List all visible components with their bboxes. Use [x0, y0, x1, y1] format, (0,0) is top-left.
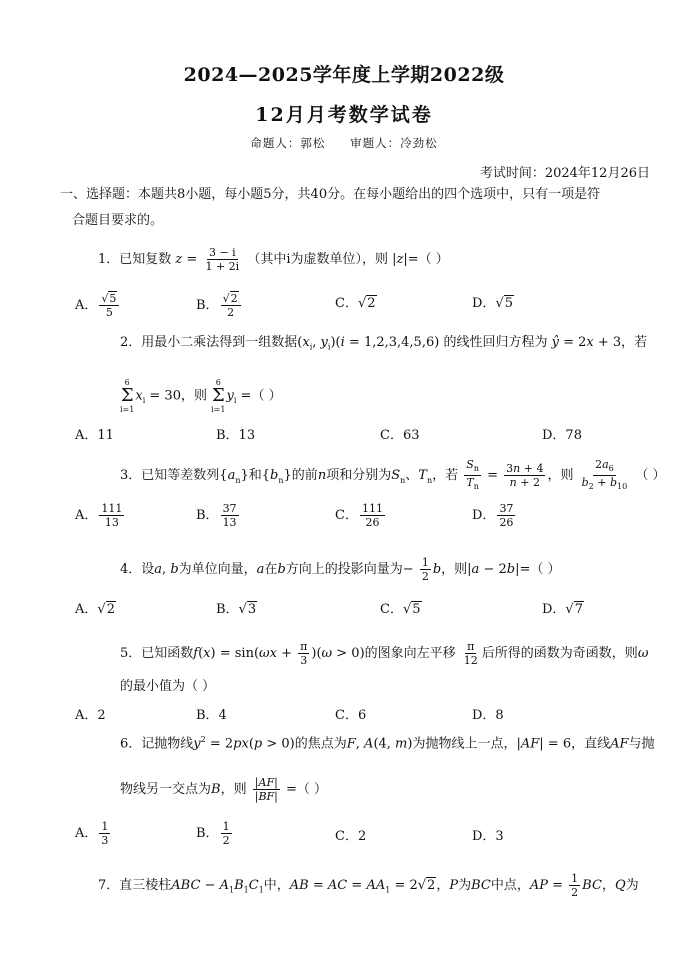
q3-option-b: B． $\frac{37}{13}$	[196, 502, 237, 529]
q4-option-d: D．√7	[542, 602, 583, 617]
setter: 命题人：郭松	[250, 136, 326, 150]
question-7: 7．直三棱柱ABC − $A_1B_1C_1$中，AB = AC = $AA_1 = 2√2$，P为BC中点，AP = $\frac{1}{2}$ BC，Q为	[98, 872, 639, 899]
q5-option-d: D．8	[472, 708, 504, 723]
q1-fraction: $\frac{3 - i}{1 + 2i}$	[205, 246, 240, 273]
q2-option-c: C．63	[380, 428, 420, 443]
q6-option-a: A． $\frac{1}{3}$	[75, 820, 109, 847]
section-1-intro	[60, 182, 655, 234]
exam-time: 考试时间：2024年12月26日	[479, 166, 650, 181]
question-6: 6．记抛物线$y^2 = 2px(p > 0)$的焦点为F, A(4, m)为抛物线上一点，|AF| = 6，直线AF与抛	[120, 735, 655, 752]
question-4: 4．设a, b为单位向量，a在b方向上的投影向量为− $\frac{1}{2}$ b，则|a − 2b|=（ ）	[120, 556, 561, 583]
question-5-line-2: 的最小值为（ ）	[120, 679, 216, 694]
q5-option-c: C．6	[335, 708, 367, 723]
q6-option-c: C．2	[335, 829, 367, 844]
q2-option-a: A．11	[75, 428, 114, 443]
q2-option-b: B．13	[216, 428, 256, 443]
q1-option-d: D．√5	[472, 296, 514, 311]
title-line-2: 12月月考数学试卷	[255, 104, 433, 126]
q4-option-a: A．√2	[75, 602, 115, 617]
question-5: 5．已知函数f(x) = sin(ωx + $\frac{\pi}{3}$ )(ω > 0)的图象向左平移 $\frac{\pi}{12}$ 后所得的函数为奇函数，则ω	[120, 640, 649, 667]
question-3: 3．已知等差数列$\{a_n\}$和$\{b_n\}$的前n项和分别为$S_n$、$T_n$，若 $\frac{S_n}{T_n}$ = $\frac{3n + 4}{n + 2}$ ，则 $\frac{2a_6}{b_2 + b_{10}}$ （ ）	[120, 458, 666, 492]
reviewer: 审题人：冷劲松	[350, 136, 438, 150]
question-6-line-2: 物线另一交点为B，则 $\frac{|AF|}{|BF|}$ =（ ）	[120, 776, 328, 803]
q6-option-b: B． $\frac{1}{2}$	[196, 820, 230, 847]
question-2-line-2: 6 Σ i=1 $x_i = 30$，则 6 Σ i=1 $y_i$ =（ ）	[120, 378, 282, 414]
authors	[0, 135, 688, 151]
q4-option-b: B．√3	[216, 602, 257, 617]
q3-option-c: C． $\frac{111}{26}$	[335, 502, 383, 529]
question-1: 1．已知复数 z = $\frac{3 - i}{1 + 2i}$ （其中i为虚数单位），则 |z|=（ ）	[98, 246, 449, 273]
title-line-1: 2024—2025学年度上学期2022级	[183, 64, 505, 86]
q3-option-a: A． $\frac{111}{13}$	[75, 502, 123, 529]
section-1-line-2: 合题目要求的。	[72, 213, 164, 228]
section-1-line-1: 一、选择题：本题共8小题，每小题5分，共40分。在每小题给出的四个选项中，只有一项是符	[60, 187, 601, 202]
q6-option-d: D．3	[472, 829, 504, 844]
q5-option-b: B．4	[196, 708, 227, 723]
q5-option-a: A．2	[75, 708, 106, 723]
q1-option-b: B． $\frac{√2}{2}$	[196, 292, 243, 319]
q2-option-d: D．78	[542, 428, 582, 443]
q3-option-d: D． $\frac{37}{26}$	[472, 502, 514, 529]
q1-option-c: C．√2	[335, 296, 376, 311]
q1-option-a: A． $\frac{√5}{5}$	[75, 292, 121, 319]
question-2: 2．用最小二乘法得到一组数据($x_i$, $y_i)(i = 1,2,3,4,5,6)$ 的线性回归方程为 ŷ = 2x + 3，若	[120, 335, 648, 352]
q4-option-c: C．√5	[380, 602, 421, 617]
